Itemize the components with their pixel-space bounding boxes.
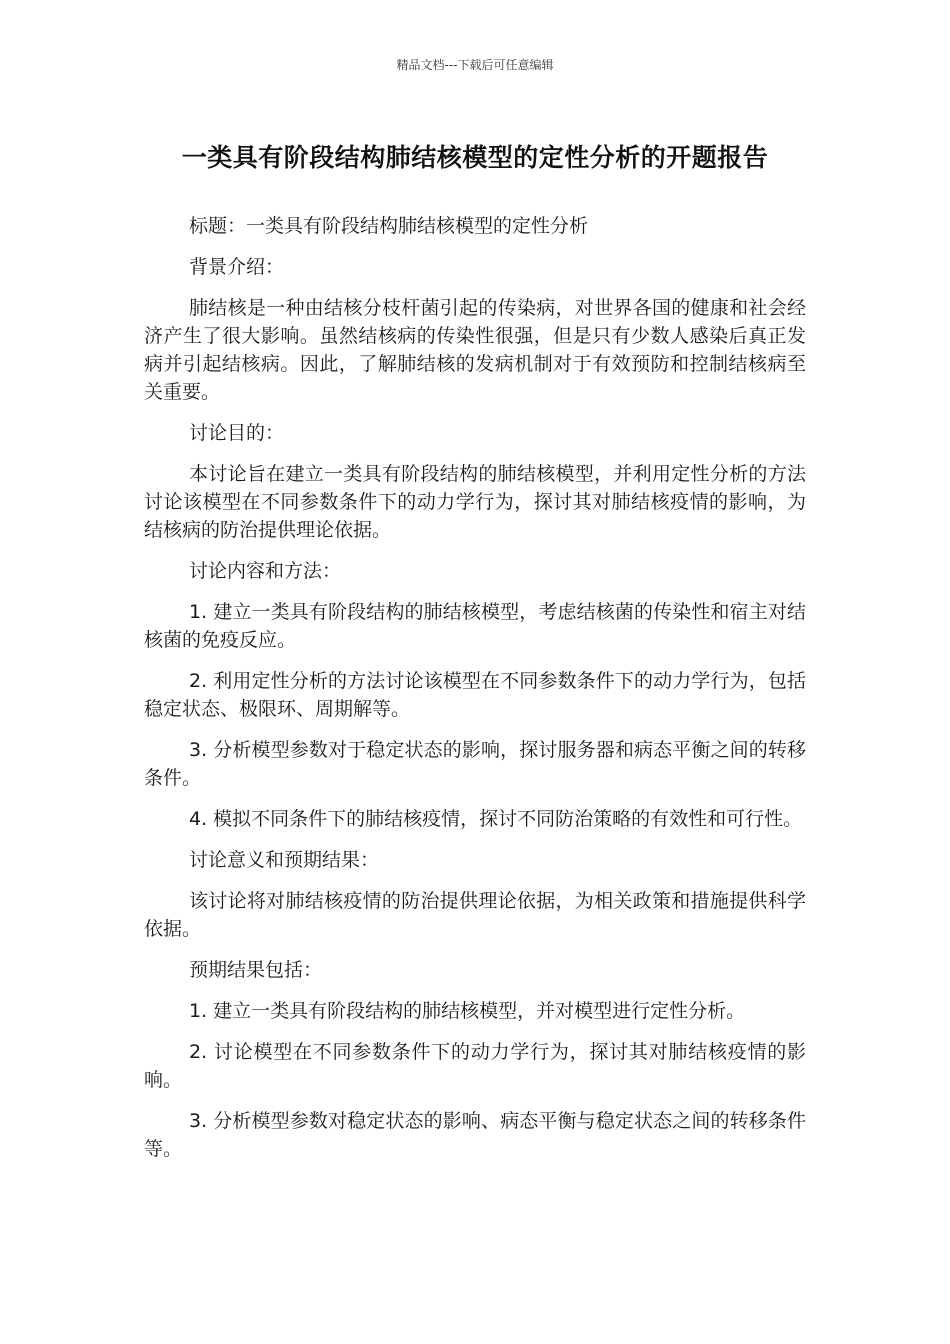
heading-significance: 讨论意义和预期结果：: [189, 849, 380, 871]
heading-purpose: 讨论目的：: [189, 422, 285, 444]
paragraph-significance: 该讨论将对肺结核疫情的防治提供理论依据，为相关政策和措施提供科学依据。: [144, 890, 806, 940]
document-body: [144, 212, 806, 1176]
paragraph-background: 肺结核是一种由结核分枝杆菌引起的传染病，对世界各国的健康和社会经济产生了很大影响。虽然结核病的传染性很强，但是只有少数人感染后真正发病并引起结核病。因此，了解肺结核的发病机制对于有效预防和控制结核病至关重要。: [144, 297, 806, 403]
page-header: 精品文档---下载后可任意编辑: [396, 58, 554, 72]
list-item-method-2: 2. 利用定性分析的方法讨论该模型在不同参数条件下的动力学行为，包括稳定状态、极限环、周期解等。: [144, 670, 806, 720]
heading-expected-results: 预期结果包括：: [189, 959, 323, 981]
paragraph-purpose: 本讨论旨在建立一类具有阶段结构的肺结核模型，并利用定性分析的方法讨论该模型在不同参数条件下的动力学行为，探讨其对肺结核疫情的影响，为结核病的防治提供理论依据。: [144, 463, 806, 541]
document-title: 一类具有阶段结构肺结核模型的定性分析的开题报告: [181, 143, 769, 172]
list-item-result-2: 2. 讨论模型在不同参数条件下的动力学行为，探讨其对肺结核疫情的影响。: [144, 1041, 806, 1091]
list-item-method-1: 1. 建立一类具有阶段结构的肺结核模型，考虑结核菌的传染性和宿主对结核菌的免疫反应。: [144, 601, 806, 651]
paragraph-topic: 标题：一类具有阶段结构肺结核模型的定性分析: [189, 215, 589, 237]
list-item-method-4: 4. 模拟不同条件下的肺结核疫情，探讨不同防治策略的有效性和可行性。: [189, 808, 803, 830]
list-item-method-3: 3. 分析模型参数对于稳定状态的影响，探讨服务器和病态平衡之间的转移条件。: [144, 739, 806, 789]
heading-methods: 讨论内容和方法：: [189, 560, 342, 582]
list-item-result-3: 3. 分析模型参数对稳定状态的影响、病态平衡与稳定状态之间的转移条件等。: [144, 1110, 806, 1160]
heading-background: 背景介绍：: [189, 256, 285, 278]
list-item-result-1: 1. 建立一类具有阶段结构的肺结核模型，并对模型进行定性分析。: [189, 1000, 746, 1022]
